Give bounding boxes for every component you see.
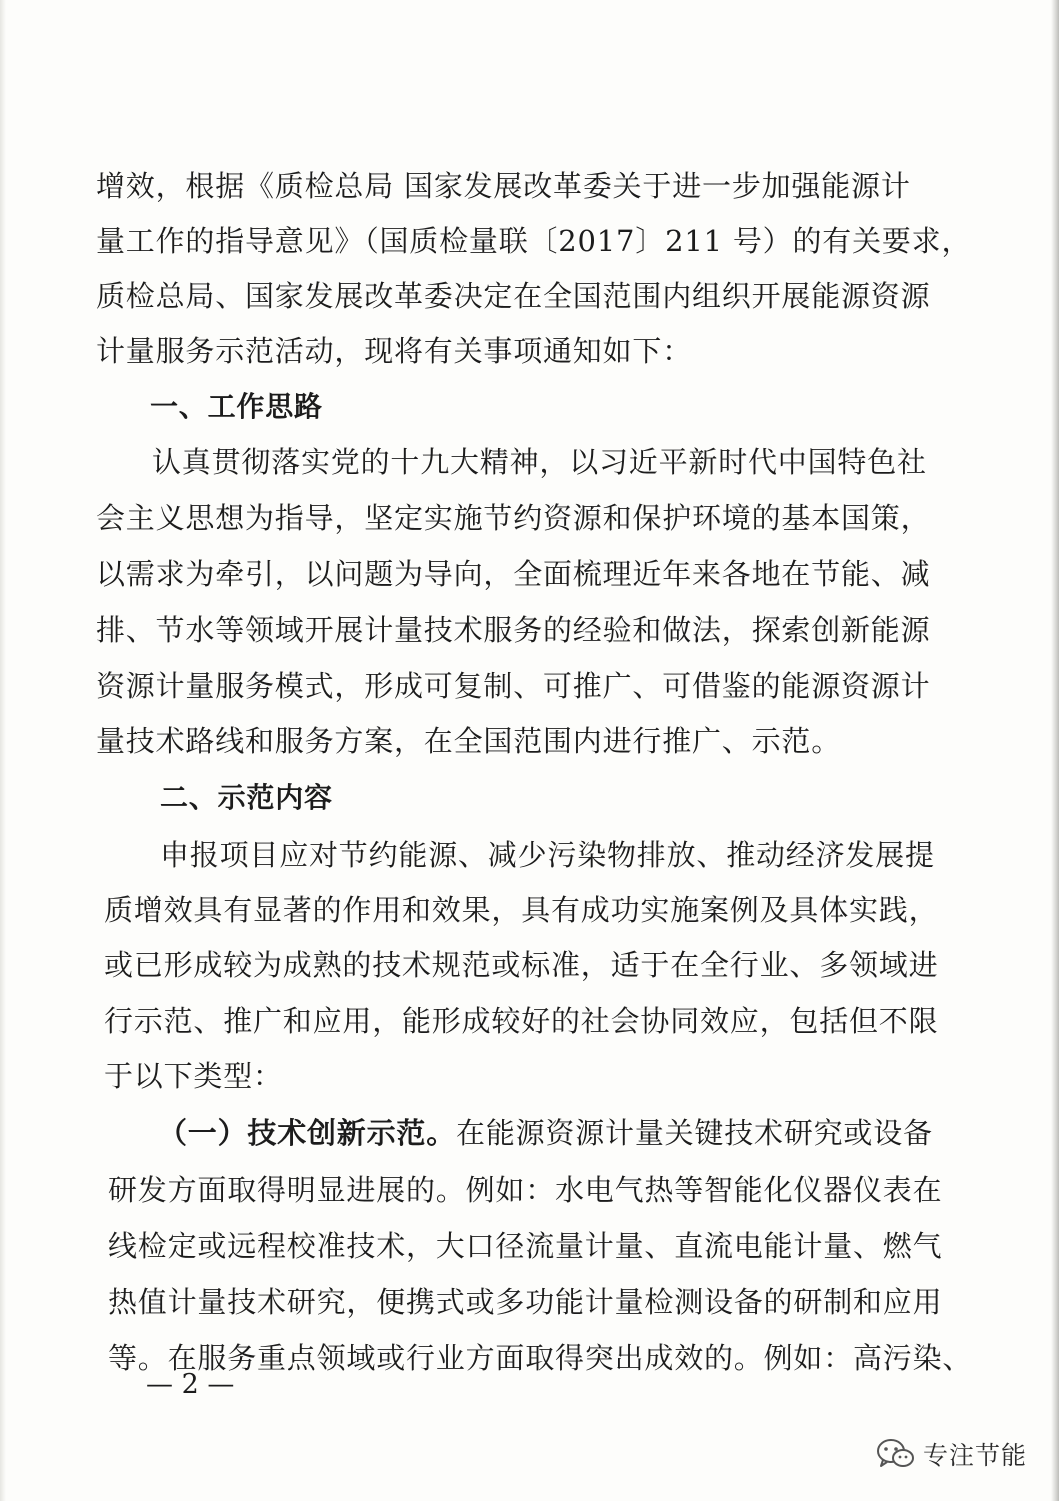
body-line-12: 质增效具有显著的作用和效果，具有成功实施案例及具体实践， <box>104 893 939 927</box>
body-line-13: 或已形成较为成熟的技术规范或标准，适于在全行业、多领域进 <box>104 948 939 982</box>
body-line-16 <box>158 1105 988 1161</box>
body-line-11: 申报项目应对节约能源、减少污染物排放、推动经济发展提 <box>160 838 935 872</box>
page-shadow-left <box>0 0 6 1501</box>
subsection-title: （一）技术创新示范。 <box>158 1116 457 1150</box>
body-line-15: 于以下类型： <box>104 1059 283 1093</box>
watermark-text: 专注节能 <box>922 1441 1027 1470</box>
page-number: — 2 — <box>146 1369 235 1400</box>
body-line-4: 计量服务示范活动，现将有关事项通知如下： <box>96 334 693 368</box>
body-line-2: 量工作的指导意见》（国质检量联〔2017〕211 号）的有关要求， <box>96 224 972 258</box>
body-line-1: 增效，根据《质检总局 国家发展改革委关于进一步加强能源计 <box>96 169 911 203</box>
body-line-8: 排、节水等领域开展计量技术服务的经验和做法，探索创新能源 <box>96 613 931 647</box>
wechat-watermark <box>875 1436 1027 1472</box>
body-line-9: 资源计量服务模式，形成可复制、可推广、可借鉴的能源资源计 <box>96 669 931 703</box>
page-shadow-right <box>1051 0 1059 1501</box>
body-line-17: 研发方面取得明显进展的。例如：水电气热等智能化仪器仪表在 <box>108 1173 943 1207</box>
body-line-18: 线检定或远程校准技术，大口径流量计量、直流电能计量、燃气 <box>108 1229 943 1263</box>
wechat-icon <box>875 1437 915 1471</box>
body-line-3: 质检总局、国家发展改革委决定在全国范围内组织开展能源资源 <box>96 279 931 313</box>
body-line-6: 会主义思想为指导，坚定实施节约资源和保护环境的基本国策， <box>96 501 931 535</box>
body-line-20: 等。在服务重点领域或行业方面取得突出成效的。例如：高污染、 <box>108 1341 973 1375</box>
body-line-19: 热值计量技术研究，便携式或多功能计量检测设备的研制和应用 <box>108 1285 943 1319</box>
body-line-5: 认真贯彻落实党的十九大精神，以习近平新时代中国特色社 <box>152 445 927 479</box>
body-line-7: 以需求为牵引，以问题为导向，全面梳理近年来各地在节能、减 <box>96 557 931 591</box>
body-line-10: 量技术路线和服务方案，在全国范围内进行推广、示范。 <box>96 724 842 758</box>
section-heading-1: 一、工作思路 <box>150 390 323 423</box>
body-line-14: 行示范、推广和应用，能形成较好的社会协同效应，包括但不限 <box>104 1004 939 1038</box>
subsection-body: 在能源资源计量关键技术研究或设备 <box>456 1116 933 1150</box>
section-heading-2: 二、示范内容 <box>160 781 333 814</box>
